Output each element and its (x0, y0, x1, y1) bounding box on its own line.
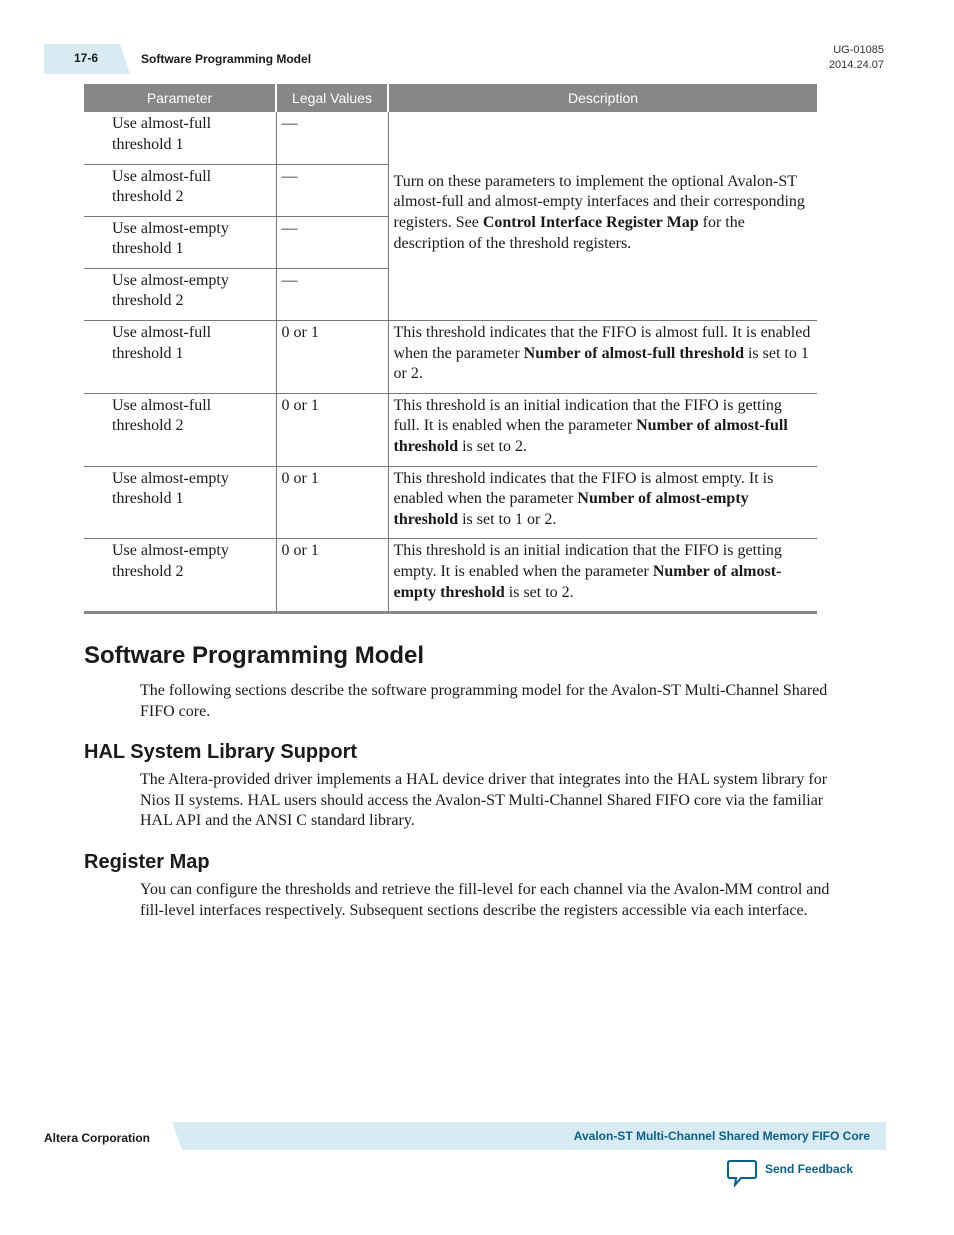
legal-values-cell: 0 or 1 (276, 393, 388, 466)
document-id-block (829, 43, 884, 73)
description-text: is set to 2. (458, 438, 527, 456)
parameter-cell: Use almost-empty threshold 2 (84, 268, 276, 320)
description-text: This threshold indicates that the FIFO is almost full. It is enabled when the parameter (393, 324, 811, 362)
page-number: 17-6 (74, 51, 99, 65)
description-text: is set to 1 or 2. (458, 510, 557, 528)
description-cell (388, 112, 817, 321)
legal-values-cell: — (276, 164, 388, 216)
footer-document-title-link[interactable]: Avalon-ST Multi-Channel Shared Memory FIFO Core (573, 1129, 870, 1143)
table-row (84, 321, 817, 394)
document-id: UG-01085 (833, 44, 884, 56)
description-text: Turn on these parameters to implement the optional Avalon-ST almost-full and almost-empty interfaces and their corresponding registers. See (393, 172, 805, 232)
column-header-parameter: Parameter (84, 84, 276, 112)
legal-values-cell: 0 or 1 (276, 539, 388, 613)
parameter-reference: Number of almost-empty threshold (393, 563, 782, 601)
parameter-cell: Use almost-empty threshold 1 (84, 466, 276, 539)
running-header-title: Software Programming Model (141, 52, 312, 66)
parameter-table (84, 84, 817, 614)
table-row (84, 112, 817, 164)
parameter-reference: Number of almost-empty threshold (393, 490, 749, 528)
description-text: is set to 2. (504, 583, 574, 601)
footer-company: Altera Corporation (44, 1131, 151, 1145)
description-cell (388, 393, 817, 466)
section-heading: Software Programming Model (84, 642, 425, 669)
description-text: This threshold is an initial indication that the FIFO is getting empty. It is enabled when the parameter (393, 542, 782, 580)
description-text: for the description of the threshold registers. (393, 214, 745, 252)
legal-values-cell: — (276, 112, 388, 164)
column-header-legal-values: Legal Values (276, 84, 388, 112)
parameter-cell: Use almost-full threshold 1 (112, 115, 212, 153)
description-cell (388, 466, 817, 539)
table-row (84, 539, 817, 613)
subsection-heading-register-map: Register Map (84, 851, 210, 873)
parameter-cell: Use almost-full threshold 2 (84, 393, 276, 466)
chat-bubble-icon[interactable] (727, 1159, 757, 1187)
table-header-row (84, 84, 817, 112)
document-date: 2014.24.07 (828, 59, 884, 71)
description-text: is set to 1 or 2. (393, 344, 809, 383)
parameter-cell: Use almost-empty threshold 1 (84, 216, 276, 268)
hal-paragraph: The Altera-provided driver implements a HAL device driver that integrates into the HAL system library for Nios II systems. HAL users should access the Avalon-ST Multi-Channel Shared FIFO core via the familiar HAL API and the ANSI C standard library. (140, 771, 828, 830)
parameter-reference: Number of almost-full threshold (523, 344, 744, 362)
legal-values-cell: 0 or 1 (276, 321, 388, 394)
table-row (84, 393, 817, 466)
section-intro-paragraph: The following sections describe the software programming model for the Avalon-ST Multi-Channel Shared FIFO core. (140, 682, 828, 720)
cross-reference: Control Interface Register Map (482, 214, 699, 232)
legal-values-cell: — (276, 216, 388, 268)
send-feedback-link[interactable]: Send Feedback (765, 1162, 854, 1176)
subsection-heading-hal: HAL System Library Support (84, 741, 358, 763)
register-map-paragraph: You can configure the thresholds and retrieve the fill-level for each channel via the Avalon-MM control and fill-level interfaces respectively. Subsequent sections describe the registers accessible via each interface. (140, 881, 830, 919)
description-cell (388, 321, 817, 394)
description-text: This threshold indicates that the FIFO is almost empty. It is enabled when the parameter (393, 469, 774, 508)
table-row (84, 466, 817, 539)
legal-values-cell: — (276, 268, 388, 320)
legal-values-cell: 0 or 1 (276, 466, 388, 539)
parameter-cell: Use almost-empty threshold 2 (84, 539, 276, 613)
description-cell (388, 539, 817, 613)
parameter-cell: Use almost-full threshold 1 (84, 321, 276, 394)
parameter-cell: Use almost-full threshold 2 (84, 164, 276, 216)
description-text: This threshold is an initial indication that the FIFO is getting full. It is enabled when the parameter (393, 396, 782, 435)
column-header-description: Description (388, 84, 817, 112)
parameter-reference: Number of almost-full threshold (393, 417, 788, 456)
